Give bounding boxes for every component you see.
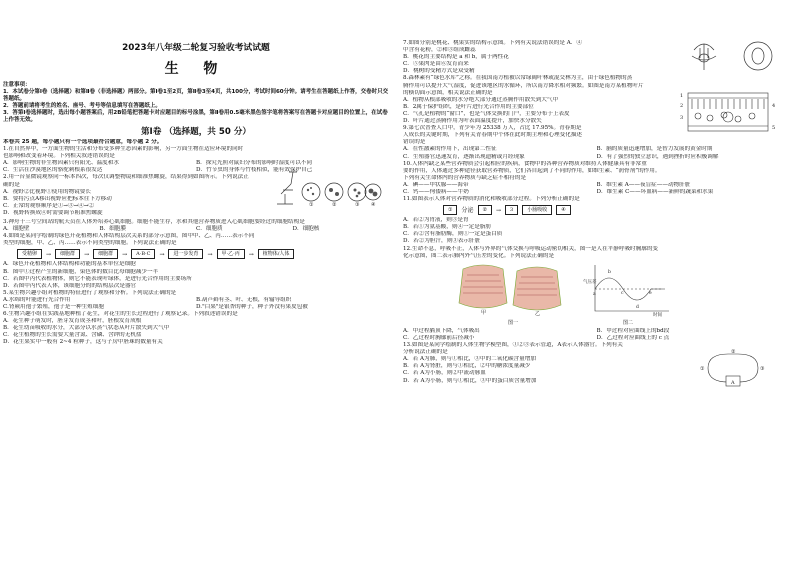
option-a: A．绿色开花植物和人体结构和功能的基本单位是细胞 bbox=[3, 261, 136, 268]
question-13 bbox=[403, 342, 790, 385]
figure-label: 时间 bbox=[653, 312, 662, 317]
option-a: A．植物从根部吸收的水分绝大部分通过蒸腾作用散失到大气中 bbox=[403, 96, 559, 103]
question-text: 10.人体内缺乏某些营养物质会引起相应的疾病，食物中的各种营养物质对维持人体健康具有非常重 bbox=[403, 160, 647, 167]
option-a: A．碘——甲状腺——海带 bbox=[403, 181, 469, 188]
option-b: B．细胞膜 bbox=[99, 226, 126, 233]
option-d: D．乙过程对应曲线上的 c 点 bbox=[596, 335, 670, 341]
option-a: A．影响生物的非生物因素只有阳光、温度和水 bbox=[3, 160, 119, 167]
option-d: D．若 A为小肠，则与①相比，③中的蛋白质含量增加 bbox=[403, 377, 537, 384]
option-c: C．生殖器官迅速发育，逐渐出现遗精或月经现象 bbox=[403, 153, 525, 160]
notes-heading: 注意事项： bbox=[3, 82, 31, 88]
option-b: B．2属于保护组织，是叶片进行光合作用的主要部位 bbox=[403, 103, 534, 110]
question-7 bbox=[403, 40, 790, 75]
figure-label: ② bbox=[332, 202, 337, 209]
option-a: A．细胞壁 bbox=[3, 226, 30, 233]
microscope-figure bbox=[269, 166, 383, 208]
option-a: A．在性激素的作用下，出现第二性征 bbox=[403, 146, 497, 153]
option-b: B．桃花的主要结构是 a 和 b，属于两性花 bbox=[403, 54, 509, 61]
flow-box: ④ bbox=[556, 205, 570, 215]
figure-label: 甲 bbox=[481, 309, 487, 316]
option-b: B．要将污点A移出视野应把标本往下方移动 bbox=[3, 195, 112, 202]
option-a: A.水绵的叶能进行光合作用 bbox=[3, 296, 71, 303]
note-item: 3．答第Ⅰ卷选择题时，选出每小题答案后，用2B铅笔把答题卡对应题目的标号涂黑，第Ⅱ卷用0.5毫米黑色签字笔将答案写在答题卡对应题目的位置上，在试卷上作答无效。 bbox=[3, 110, 388, 123]
option-b: B．探究光照对鼠妇分布的影响时湿度可以不同 bbox=[196, 160, 312, 167]
figure-label: a bbox=[593, 291, 596, 297]
question-text: 的横切面示意图，相关说法正确的是 bbox=[403, 89, 493, 96]
figure-label: d bbox=[636, 304, 639, 310]
subject-title: 生 物 bbox=[164, 61, 228, 77]
option-c: C．若②含有脂肪酶，则①一定是蛋白质 bbox=[403, 231, 503, 238]
question-text: 分析说法正确的是 bbox=[403, 349, 448, 356]
option-d: D．花生果实中一般有 2~4 粒种子，这与子房中胚珠的数量有关 bbox=[3, 339, 163, 346]
exam-title: 2023年八年级二轮复习验收考试试题 bbox=[122, 43, 270, 53]
option-a: A．若 A为肺，则与①相比，③中的二氧化碳含量增加 bbox=[403, 356, 536, 363]
option-b: B．脑的质量迅速增加，是智力发展的黄金时期 bbox=[596, 146, 713, 153]
question-text: 要的作用，人体通过多种途径获取营养物质，它们各自起到了不同的作用，如维生素、“润骨剂”的作用。 bbox=[403, 167, 661, 174]
figure-label: c bbox=[621, 290, 624, 296]
question-text: 下列有关生命体内的营养物质与缺乏症不相符的是 bbox=[403, 174, 527, 181]
figure-label: ④ bbox=[371, 202, 376, 209]
option-b: B．图中①过程产生的新细胞，染色体的数目比母细胞减少一半 bbox=[3, 268, 159, 275]
structure-diagram: 受精卵 → 细胞群 → 细胞群 → A·B·C → 进一步发育 → 甲·乙·丙 → 植物体/人体 bbox=[17, 249, 389, 259]
figure-label: e bbox=[649, 290, 652, 296]
diagram-box: 进一步发育 bbox=[168, 249, 203, 259]
option-c: C．生活在沙漠地区的骆驼刺根系很发达 bbox=[3, 167, 103, 174]
question-text: 7.如图分别是桃花、桃果实的结构示意图。下列有关说法错误的是 A．④ bbox=[403, 40, 582, 46]
figure-caption: 图一 bbox=[507, 319, 518, 326]
figure-label: 气压差 bbox=[583, 279, 597, 285]
section-intro: 本卷共 25 题，每小题只有一个选项最符合题意，每小题 2 分。 bbox=[3, 139, 163, 145]
question-3 bbox=[3, 219, 389, 233]
option-c: C.肾蕨用孢子繁殖，孢子是一种生殖细胞 bbox=[3, 303, 104, 310]
option-a: A．甲过程膈顶下降，气体吸出 bbox=[403, 327, 480, 334]
option-d: D."白果"是银杏的种子，种子外没有果皮包被 bbox=[196, 303, 308, 310]
option-d: D．细胞核 bbox=[292, 226, 320, 233]
note-item: 1．本试卷分第Ⅰ卷（选择题）和第Ⅱ卷（非选择题）两部分。第Ⅰ卷1至2页，第Ⅱ卷3至4页，共100分，考试时间60分钟。请考生在答题纸上作答，交卷时只交答题纸。 bbox=[3, 89, 389, 102]
figure-1 bbox=[453, 261, 573, 327]
figure-label: 5 bbox=[772, 125, 776, 132]
question-text: 13.如图是某同学绘制的人体生物学模型图，①②③表示管道，A表示人体器官。下列有关 bbox=[403, 342, 623, 349]
section-title: 第Ⅰ卷 （选择题，共 50 分） bbox=[140, 127, 252, 137]
option-d: D．若②为胆汁，则③表示肝脏 bbox=[403, 238, 481, 245]
figure-label: A bbox=[731, 380, 735, 387]
figure-label: 2 bbox=[680, 103, 684, 110]
question-2 bbox=[3, 174, 389, 217]
flow-box: ① bbox=[443, 205, 457, 215]
figure-label: 4 bbox=[772, 103, 776, 110]
figure-2 bbox=[583, 261, 673, 327]
option-c: C．气孔是植物的“窗口”，也是气体交换的门户，主要分布于上表皮 bbox=[403, 110, 570, 117]
question-11 bbox=[403, 196, 790, 245]
option-c: C．钙——佝偻病——牛奶 bbox=[403, 188, 469, 195]
flow-box: 3 bbox=[505, 205, 518, 215]
question-text: 8.森林素有“绿色水库”之称。在我国南方植被以常绿阔叶林或混交林为主，由于绿色植物的蒸 bbox=[403, 75, 633, 82]
figure-label: 乙 bbox=[535, 310, 541, 317]
diagram-box: 细胞群 bbox=[93, 249, 118, 259]
question-text: 也影响和改变着环境。下列相关叙述错误的是 bbox=[3, 153, 115, 160]
diagram-box: 甲·乙·丙 bbox=[217, 249, 245, 259]
organ-model-figure bbox=[698, 348, 768, 388]
option-b: B．维生素 A——夜盲症——动物肝脏 bbox=[596, 181, 691, 188]
option-a: A．视野②比视野①使用的物镜要长 bbox=[3, 188, 91, 195]
question-text: 9.第七次普查人口中，青少年为 25338 万人，占比 17.95%。青春期是 bbox=[403, 125, 582, 132]
question-text: 中含有花粉，②和③组成雌蕊 bbox=[403, 47, 476, 54]
figure-label: ① bbox=[309, 202, 314, 209]
leaf-section-figure bbox=[678, 89, 782, 135]
question-text: 错误的是 bbox=[403, 139, 426, 146]
question-text: 12.生命不息，呼吸不止，人体与外界的气体交换与呼吸运动密切相关，图一是人在平静呼吸时胸廓的变 bbox=[403, 245, 659, 252]
question-text: 2.用一台显微镜观察同一标本四次，每次仅调整物镜和细准焦螺旋，结果得到如图所示。下列说法正 bbox=[3, 174, 249, 181]
option-b: B．若 A为肾脏，则与①相比，②中的糖浓度量减少 bbox=[403, 363, 531, 370]
option-c: C．若图中丙代表植物体，则它不能表现叶绿体，是进行光合作用的主要场所 bbox=[3, 275, 192, 282]
option-b: B.葫芦藓有茎、叶、无根，有输导组织 bbox=[196, 296, 292, 303]
question-5 bbox=[3, 290, 389, 311]
breathing-figures bbox=[453, 261, 790, 327]
question-text: 4.如图是某同学绘制的绿色开花植物和人体结构层次关系的部分示意图，图中甲、乙、丙……表示不同 bbox=[3, 233, 255, 240]
flow-arrow-label: 分泌 bbox=[461, 206, 474, 214]
question-text: 确的是 bbox=[3, 181, 20, 188]
question-text: 3.神舟十三号空间站的航天员在人体外培养心肌细胞。细胞不能生存，水和其他营养物质进入心肌细胞要经过的细胞结构是 bbox=[3, 219, 305, 226]
question-text: 6.生物兴趣小组在实践基地种植了花生，对花生的生长过程进行了观察记录。下列叙述错误的是 bbox=[3, 311, 238, 318]
option-d: D．若图中丙代表人体，该细胞分的的结构层次是器官 bbox=[3, 282, 137, 289]
option-b: B．甲过程对应曲线上的bd段 bbox=[596, 327, 670, 334]
question-text: 人成长的关键时期，下列有关青春期中个体在此时期主理和心理变化描述 bbox=[403, 132, 583, 139]
flow-box: ② bbox=[478, 205, 492, 215]
figure-label: ② bbox=[731, 349, 736, 356]
question-6 bbox=[3, 311, 389, 346]
question-text: 5.某生物兴趣小组对植物的特征进行了观察和分析。下列说法正确的是 bbox=[3, 289, 177, 296]
figure-caption: 图二 bbox=[622, 319, 633, 326]
figure-label: ③ bbox=[355, 202, 360, 209]
option-c: C．⑤果肉是由⑥发育而来 bbox=[403, 61, 469, 68]
option-d: D．竹节虫的身体与竹枝相似，能有效保护自己 bbox=[196, 167, 313, 174]
option-c: C．正常的观察顺序是①→③→④→② bbox=[3, 202, 95, 209]
option-c: C．若 A为小肠，则②中流动脉血 bbox=[403, 370, 486, 377]
digestion-flow bbox=[443, 205, 790, 215]
option-d: D．有了强烈的独立意识，遇到挫折时应积极调解 bbox=[596, 153, 719, 160]
option-b: B．若①为氨基酸，则④一定是脂肪 bbox=[403, 224, 492, 231]
question-4 bbox=[3, 233, 389, 290]
note-item: 2．答题前请将考生的姓名、座号、考号等信息填写在答题纸上。 bbox=[3, 103, 161, 109]
option-c: C．乙过程时胸廓前后径减小 bbox=[403, 335, 475, 341]
diagram-box: 受精卵 bbox=[17, 249, 42, 259]
figure-label: 1 bbox=[680, 93, 684, 100]
option-c: C．花生植物的生长需要大量含氮、含磷、含钾的无机盐 bbox=[3, 332, 142, 339]
question-text: 类型的细胞，甲、乙、丙……表示不同类型的细胞。下列说法正确的是 bbox=[3, 240, 177, 247]
flow-arrow: → bbox=[495, 206, 502, 214]
option-d: D．维生素 C——坏血病——新鲜的蔬菜和水果 bbox=[596, 188, 714, 195]
option-d: D．叶片通过蒸腾作用为叶表面温度提升，加快水分散失 bbox=[403, 118, 542, 125]
option-a: A．若②为胃液，则③是胃 bbox=[403, 217, 469, 224]
figure-label: 3 bbox=[680, 115, 684, 122]
question-text: 11.如图表示人体对营养物质的消化和吸收部分过程。下列分析正确的是 bbox=[403, 196, 580, 203]
option-d: D．桃树的受精方式是双受精 bbox=[403, 68, 475, 75]
option-d: D．视野转换成④时需要调节粗准焦螺旋 bbox=[3, 209, 103, 216]
diagram-box: A·B·C bbox=[131, 249, 155, 259]
option-b: B．花生幼苗吸收的水分，大部分以水蒸气状态从叶片散失到大气中 bbox=[3, 325, 170, 332]
figure-label: ③ bbox=[760, 366, 765, 373]
question-text: 腾作用可以提升大气湿度，促进该地区的水循环，所以南方降水相对频繁。如图是南方某植物叶片 bbox=[403, 82, 644, 89]
question-text: 化示意图，图二表示肺内外气压差的变化。下列说法正确的是 bbox=[403, 252, 555, 259]
peach-flower-figure bbox=[684, 36, 784, 76]
diagram-box: 细胞群 bbox=[55, 249, 80, 259]
notes bbox=[3, 82, 389, 124]
question-text: 1.在自然界中，一方面生物的生活和分布受多种生态因素的影响，另一方面生物在适应环境的同时 bbox=[3, 146, 244, 153]
figure-label: b bbox=[608, 269, 611, 275]
question-12 bbox=[403, 246, 790, 343]
flow-box: 小肠吸收 bbox=[522, 205, 552, 215]
diagram-box: 植物体/人体 bbox=[258, 249, 295, 259]
figure-label: ① bbox=[700, 366, 705, 373]
option-c: C．细胞质 bbox=[196, 226, 223, 233]
right-column bbox=[397, 0, 794, 561]
option-a: A．花生种子萌发时，胚芽发育成茎和叶，胚根发育成根 bbox=[3, 318, 142, 325]
question-10 bbox=[403, 161, 790, 196]
